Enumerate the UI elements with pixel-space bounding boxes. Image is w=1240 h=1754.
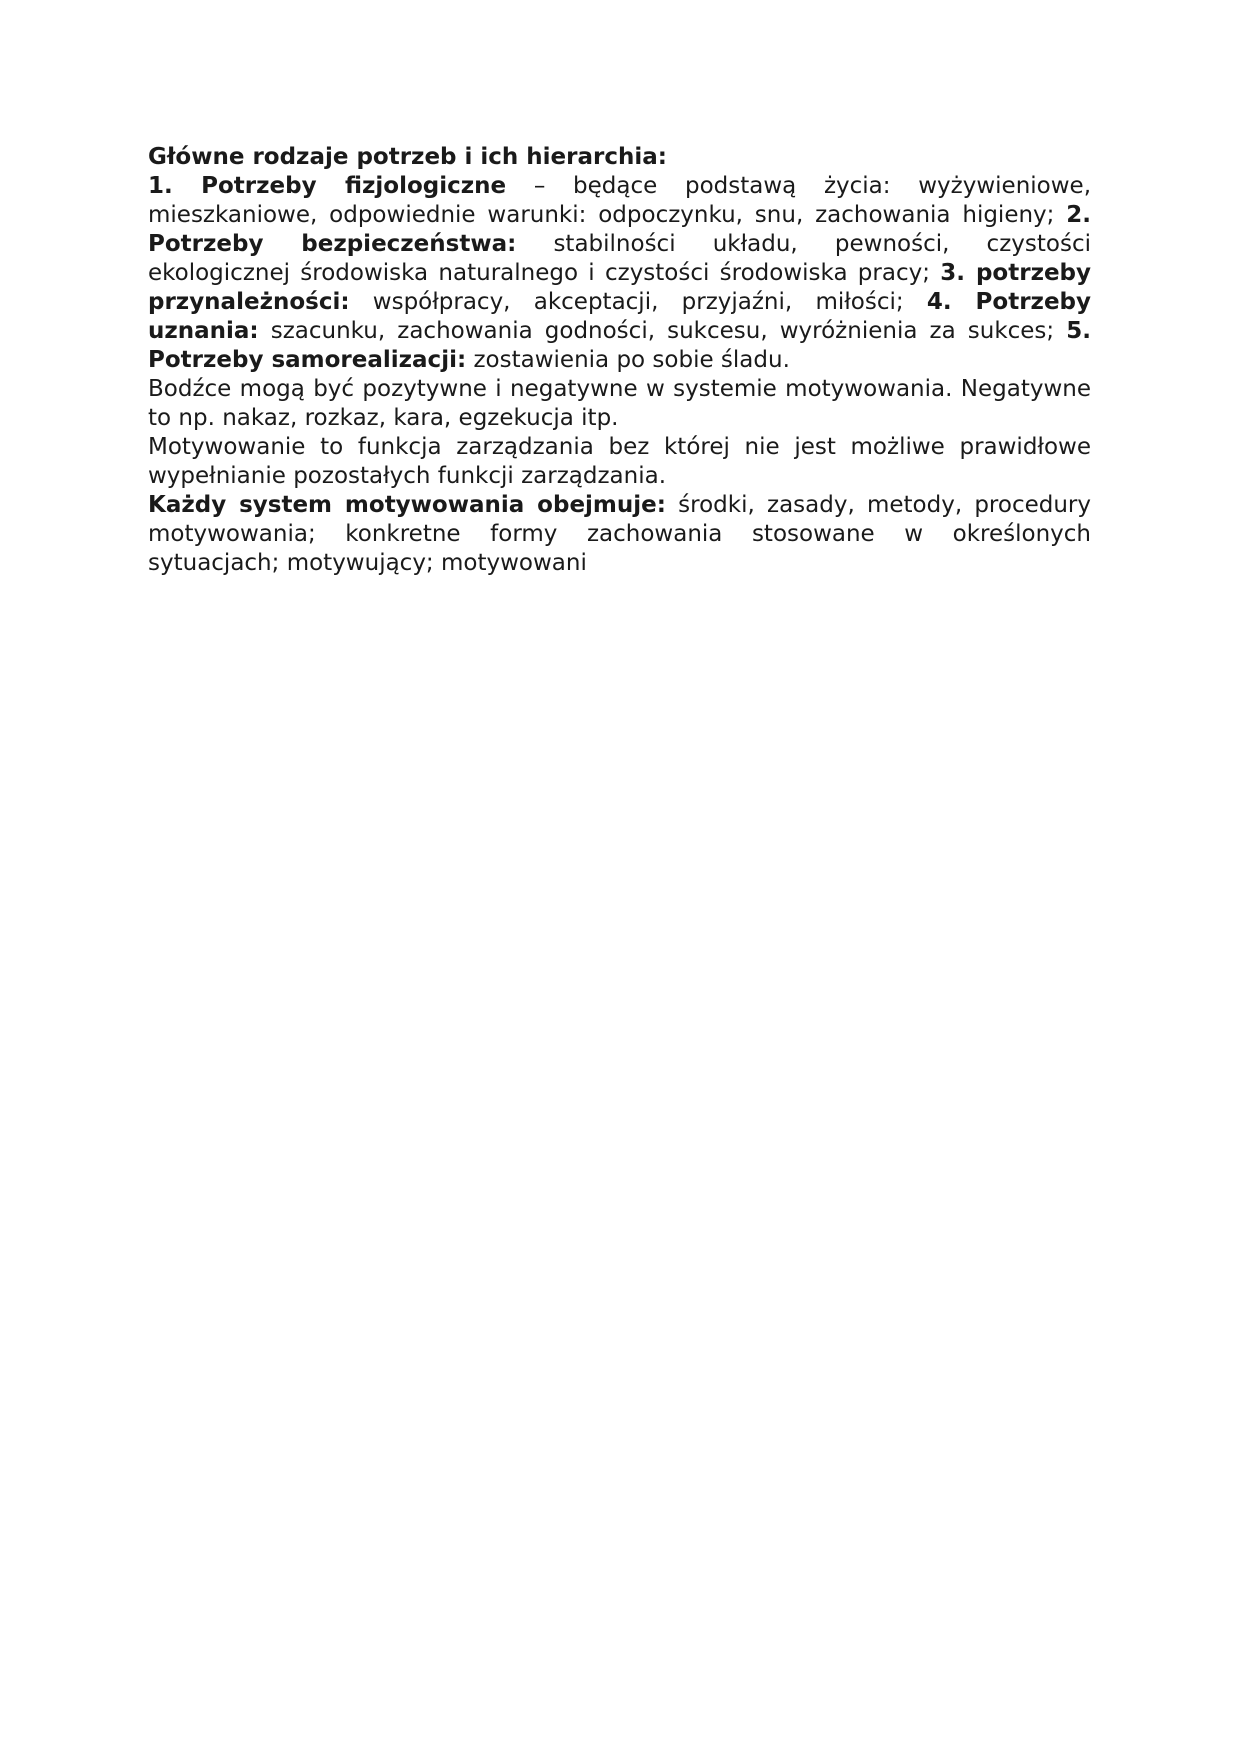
need-1-label: 1. Potrzeby fizjologiczne	[148, 173, 507, 199]
system-label: Każdy system motywowania obejmuje:	[148, 492, 666, 518]
needs-hierarchy-paragraph	[148, 172, 1091, 375]
system-text: środki, zasady, metody, procedury motywowania; konkretne formy zachowania stosowane w określonych sytuacjach; motywujący; motywowani	[148, 492, 1091, 576]
need-1-text: – będące podstawą życia: wyżywieniowe, mieszkaniowe, odpowiednie warunki: odpoczynku, snu, zachowania higieny;	[148, 173, 1092, 228]
need-5-text: zostawienia po sobie śladu.	[466, 347, 790, 373]
need-2-label: 2. Potrzeby bezpieczeństwa:	[148, 202, 1091, 257]
need-4-label: 4. Potrzeby uznania:	[148, 289, 1091, 344]
need-3-text: współpracy, akceptacji, przyjaźni, miłości;	[349, 289, 927, 315]
need-3-label: 3. potrzeby przynależności:	[148, 260, 1092, 315]
motivation-paragraph: Motywowanie to funkcja zarządzania bez której nie jest możliwe prawidłowe wypełnianie pozostałych funkcji zarządzania.	[148, 434, 1091, 489]
need-4-text: szacunku, zachowania godności, sukcesu, wyróżnienia za sukces;	[258, 318, 1067, 344]
need-2-text: stabilności układu, pewności, czystości ekologicznej środowiska naturalnego i czystości środowiska pracy;	[148, 231, 1091, 286]
need-5-label: 5. Potrzeby samorealizacji:	[148, 318, 1091, 373]
stimuli-paragraph: Bodźce mogą być pozytywne i negatywne w systemie motywowania. Negatywne to np. nakaz, rozkaz, kara, egzekucja itp.	[148, 376, 1091, 431]
system-paragraph	[148, 491, 1091, 578]
document-heading	[148, 143, 1091, 172]
document-page	[148, 143, 1091, 578]
heading-text: Główne rodzaje potrzeb i ich hierarchia:	[148, 144, 667, 170]
